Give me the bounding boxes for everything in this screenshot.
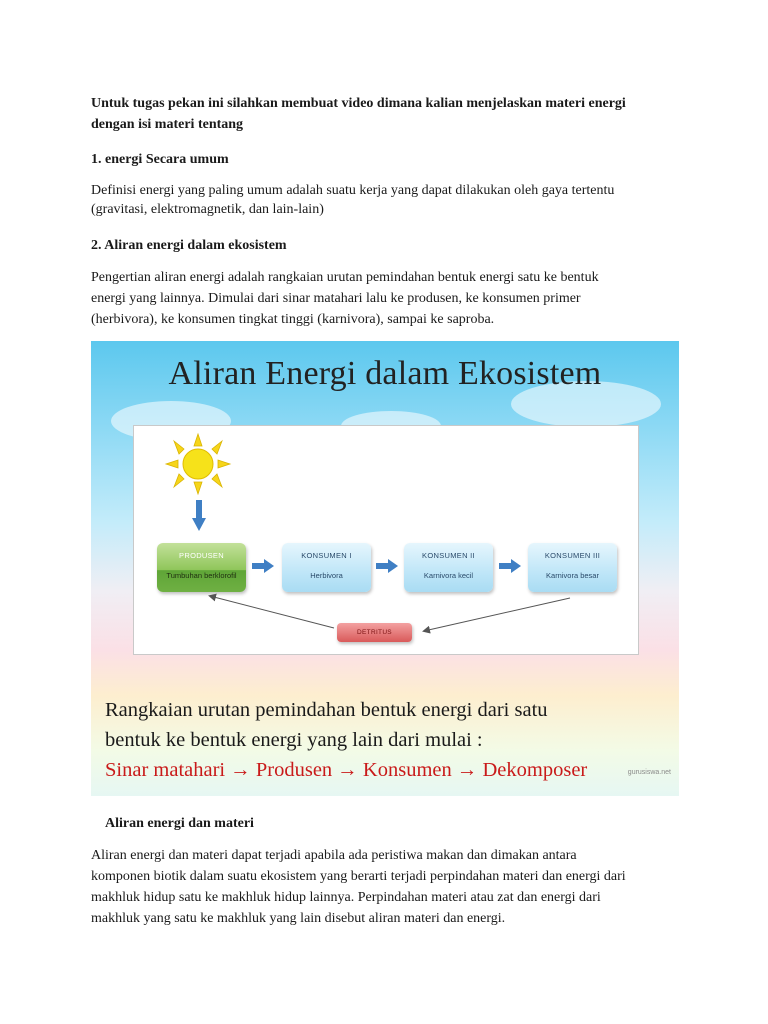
section-3-line-4: makhluk yang satu ke makhluk yang lain disebut aliran materi dan energi.: [91, 911, 506, 926]
caption-line-1: Rangkaian urutan pemindahan bentuk energi dari satu: [105, 699, 548, 721]
section-3-line-1: Aliran energi dan materi dapat terjadi apabila ada peristiwa makan dan dimakan antara: [91, 848, 577, 863]
energy-flow-diagram: [133, 425, 639, 655]
node-konsumen-3-title: KONSUMEN III: [544, 551, 601, 560]
section-3-heading: Aliran energi dan materi: [105, 816, 254, 831]
detritus-arrows: [134, 426, 638, 654]
section-2-line-3: (herbivora), ke konsumen tingkat tinggi (karnivora), sampai ke saproba.: [91, 312, 495, 327]
node-konsumen-2-subtitle: Karnivora kecil: [423, 571, 474, 580]
section-1-line-2: (gravitasi, elektromagnetik, dan lain-lain): [91, 202, 324, 217]
energy-flow-figure: [91, 341, 679, 796]
section-3-line-2: komponen biotik dalam suatu ekosistem yang berarti terjadi perpindahan materi dan energi dari: [91, 869, 626, 884]
figure-watermark: gurusiswa.net: [627, 769, 671, 776]
section-1-line-1: Definisi energi yang paling umum adalah suatu kerja yang dapat dilakukan oleh gaya tertentu: [91, 183, 615, 198]
node-produsen-subtitle: Tumbuhan berklorofil: [166, 571, 237, 580]
section-3-line-3: makhluk hidup satu ke makhluk hidup lainnya. Perpindahan materi atau zat dan energi dari: [91, 890, 601, 905]
node-konsumen-3-subtitle: Karnivora besar: [546, 571, 599, 580]
section-1-heading: 1. energi Secara umum: [91, 152, 229, 167]
node-konsumen-2-title: KONSUMEN II: [422, 551, 475, 560]
caption-line-2: bentuk ke bentuk energi yang lain dari mulai :: [105, 729, 483, 751]
node-detritus-label: DETRITUS: [357, 629, 392, 636]
section-2-heading: 2. Aliran energi dalam ekosistem: [91, 238, 287, 253]
node-konsumen-1-title: KONSUMEN I: [301, 551, 352, 560]
node-produsen-title: PRODUSEN: [179, 551, 224, 560]
node-konsumen-1-subtitle: Herbivora: [310, 571, 343, 580]
figure-title: Aliran Energi dalam Ekosistem: [168, 355, 602, 392]
figure-caption: [105, 695, 675, 785]
arrow-detritus-to-produsen: [210, 596, 334, 628]
intro-line-1: Untuk tugas pekan ini silahkan membuat video dimana kalian menjelaskan materi energi: [91, 96, 626, 111]
intro-line-2: dengan isi materi tentang: [91, 117, 244, 132]
arrow-konsumen-to-detritus: [424, 598, 570, 631]
caption-line-3: Sinar matahari → Produsen → Konsumen → Dekomposer: [105, 759, 588, 781]
section-2-line-1: Pengertian aliran energi adalah rangkaian urutan pemindahan bentuk energi satu ke bentuk: [91, 270, 599, 285]
section-2-line-2: energi yang lainnya. Dimulai dari sinar matahari lalu ke produsen, ke konsumen primer: [91, 291, 581, 306]
